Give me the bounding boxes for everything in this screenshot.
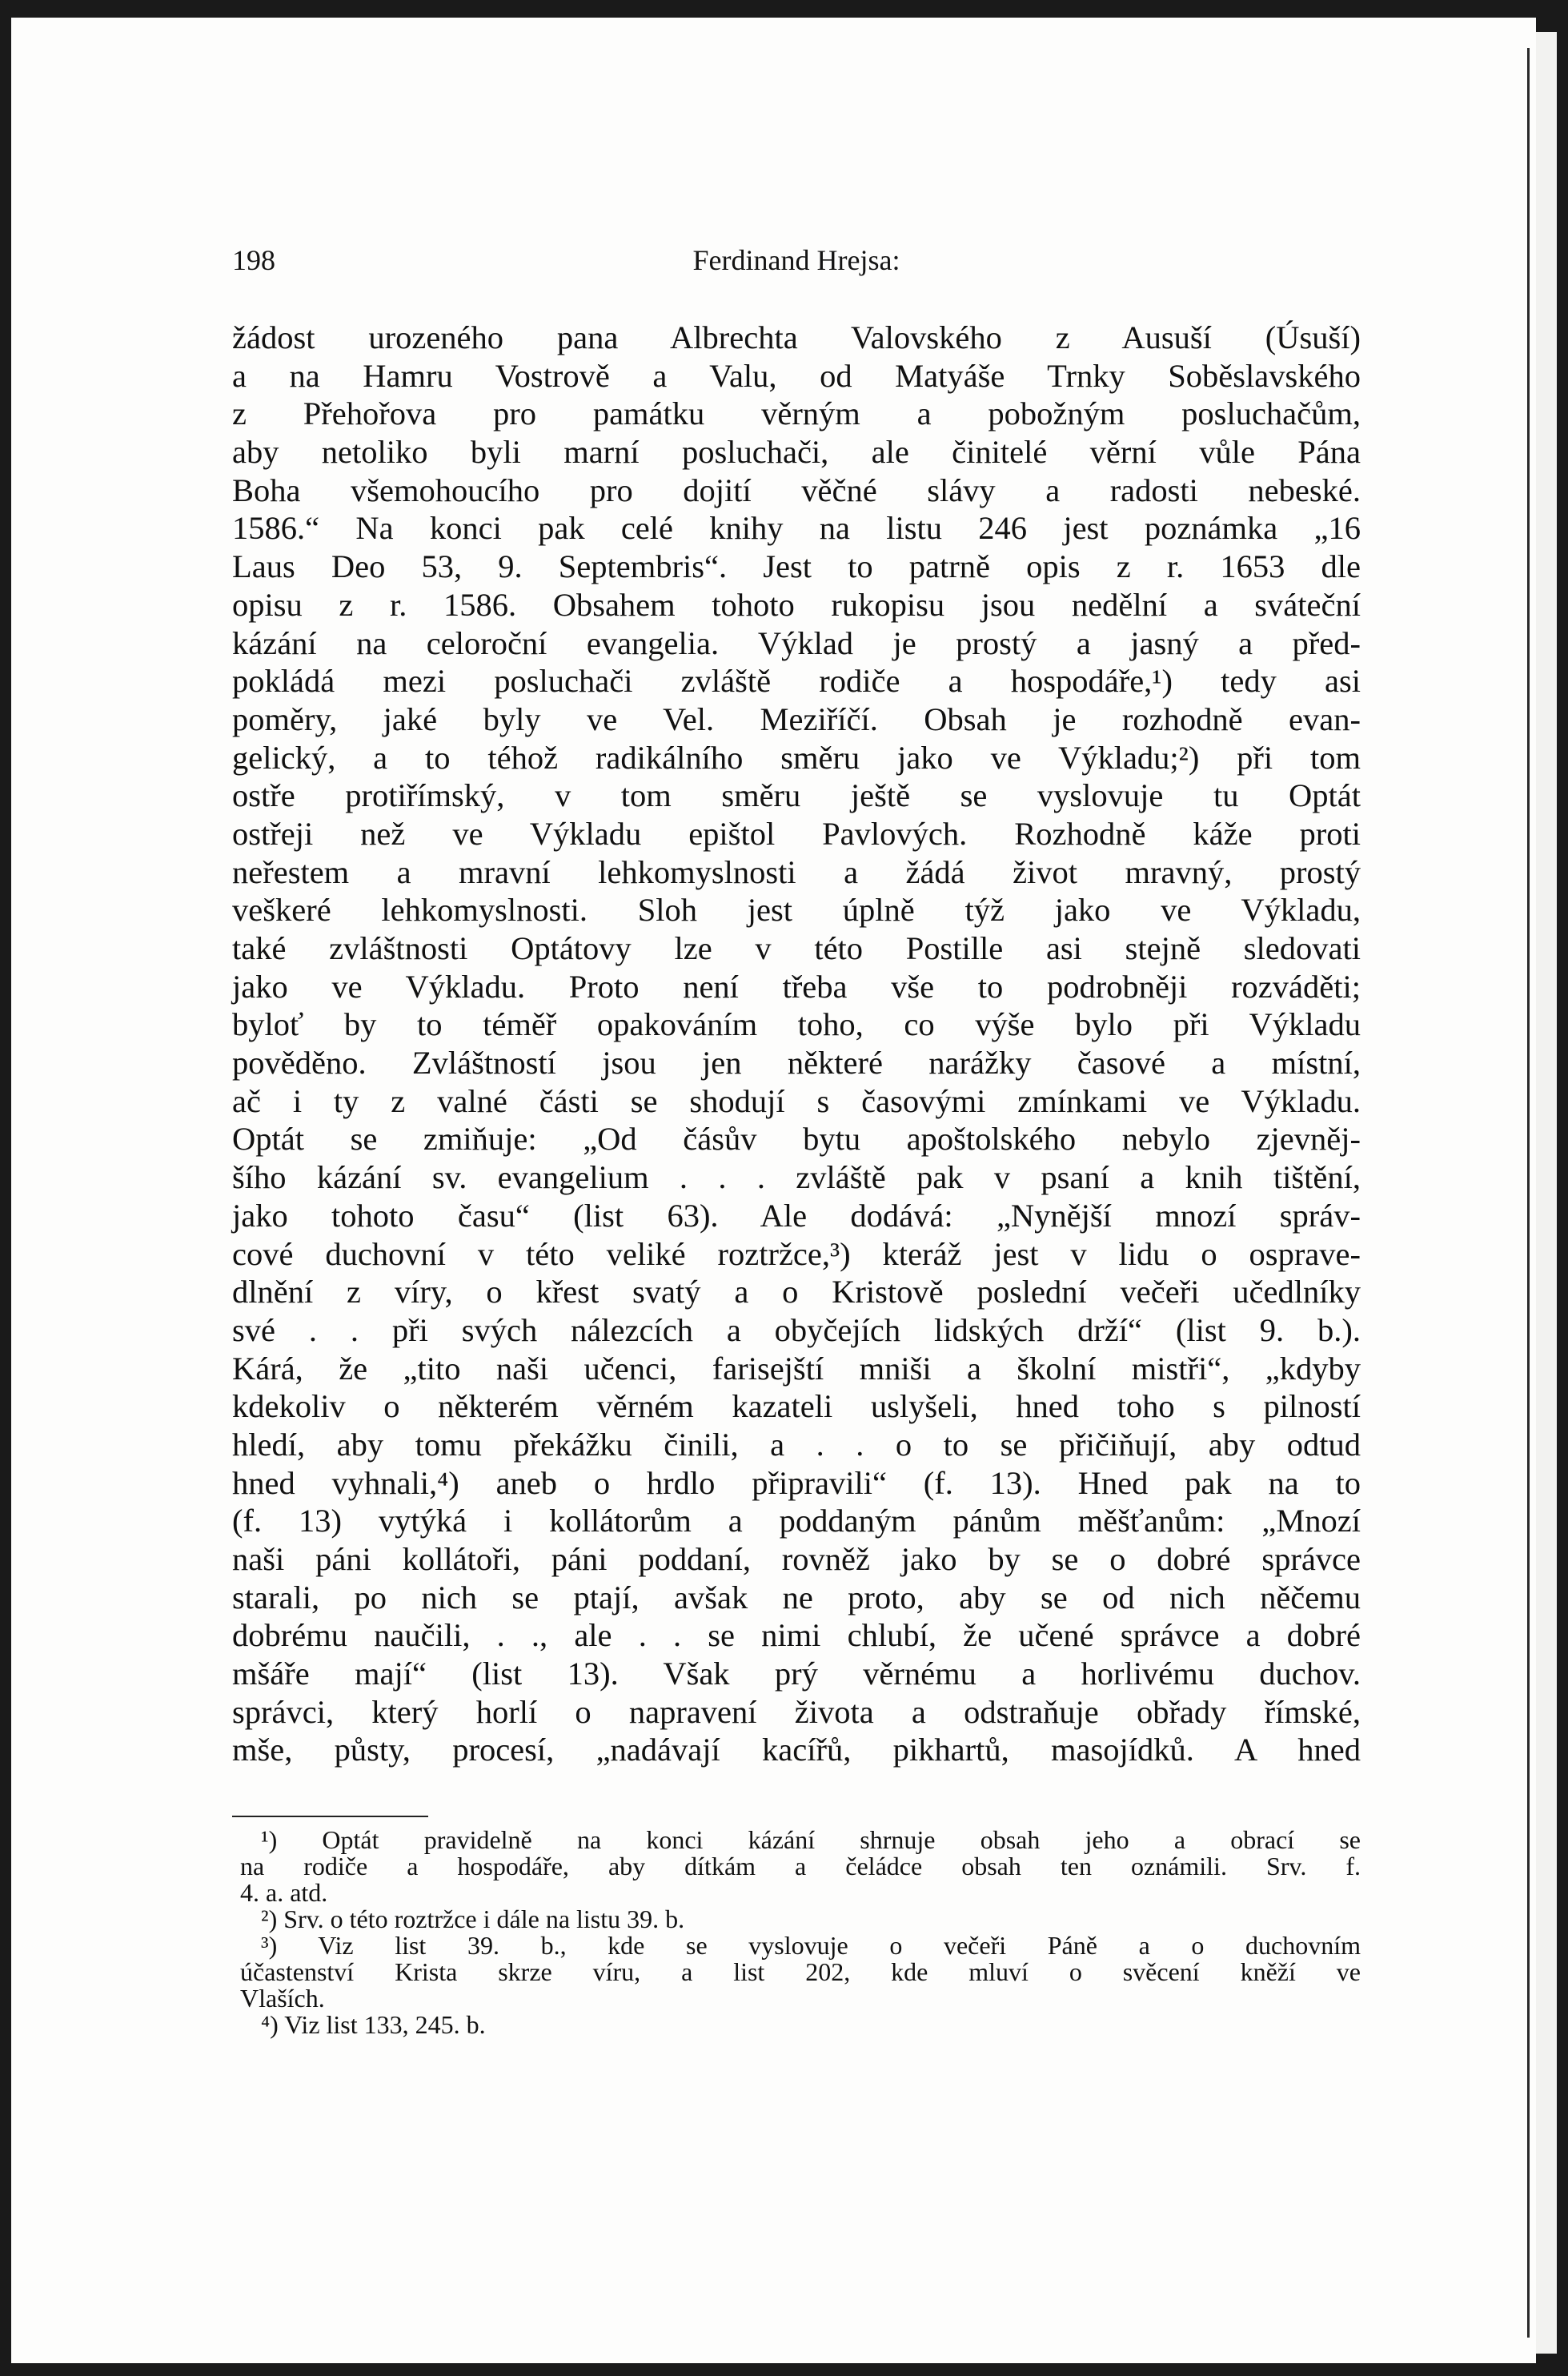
body-line: také zvláštnosti Optátovy lze v této Postille asi stejně sledovati [232,930,1361,966]
footnote-line: ³) Viz list 39. b., kde se vyslovuje o večeři Páně a o duchovním [261,1931,1361,1960]
footnotes [240,1827,1361,2038]
body-line: hned vyhnali,⁴) aneb o hrdlo připravili“ (f. 13). Hned pak na to [232,1464,1361,1501]
body-line: gelický, a to téhož radikálního směru jako ve Výkladu;²) při tom [232,739,1361,776]
body-line: jako ve Výkladu. Proto není třeba vše to podrobněji rozváděti; [232,968,1361,1005]
body-line: své . . při svých nálezcích a obyčejích lidských drží“ (list 9. b.). [232,1311,1361,1348]
footnote-line: účastenství Krista skrze víru, a list 202, kde mluví o svěcení kněží ve [240,1957,1361,1986]
body-text [232,319,1361,1769]
page-number: 198 [232,244,275,276]
body-line: Kárá, že „tito naši učenci, farisejští mniši a školní mistři“, „kdyby [232,1350,1361,1387]
body-line: opisu z r. 1586. Obsahem tohoto rukopisu jsou nedělní a sváteční [232,586,1361,623]
body-line: byloť by to téměř opakováním toho, co výše bylo při Výkladu [232,1006,1361,1043]
body-line: poměry, jaké byly ve Vel. Meziříčí. Obsah je rozhodně evan- [232,700,1361,737]
body-line: pověděno. Zvláštností jsou jen některé narážky časové a místní, [232,1045,1361,1082]
body-line: mšáře mají“ (list 13). Však prý věrnému a horlivému duchov. [232,1656,1361,1692]
body-line: naši páni kollátoři, páni poddaní, rovněž jako by se o dobré správce [232,1541,1361,1577]
body-line: kdekoliv o některém věrném kazateli uslyšeli, hned toho s pilností [232,1388,1361,1425]
body-line: jako tohoto času“ (list 63). Ale dodává: „Nynější mnozí správ- [232,1197,1361,1234]
running-head: Ferdinand Hrejsa: [692,244,900,276]
body-line: ač i ty z valné části se shodují s časovými zmínkami ve Výkladu. [232,1082,1361,1119]
body-line: pokládá mezi posluchači zvláště rodiče a hospodáře,¹) tedy asi [232,663,1361,700]
body-line: hledí, aby tomu překážku činili, a . . o to se přičiňují, aby odtud [232,1426,1361,1463]
footnote-line: Vlaších. [240,1984,325,2013]
body-line: kázání na celoroční evangelia. Výklad je prostý a jasný a před- [232,624,1361,661]
body-line: ostřeji než ve Výkladu epištol Pavlových. Rozhodně káže proti [232,815,1361,852]
body-line: Laus Deo 53, 9. Septembris“. Jest to patrně opis z r. 1653 dle [232,548,1361,585]
footnote-line: ²) Srv. o této roztržce i dále na listu 39. b. [261,1904,685,1933]
body-line: Optát se zmiňuje: „Od čásův bytu apoštolského nebylo zjevněj- [232,1121,1361,1158]
footnote-line: 4. a. atd. [240,1878,328,1907]
body-line: cové duchovní v této veliké roztržce,³) kteráž jest v lidu o osprave- [232,1235,1361,1272]
footnote-line: na rodiče a hospodáře, aby dítkám a čeládce obsah ten oznámili. Srv. f. [240,1852,1361,1880]
body-line: (f. 13) vytýká i kollátorům a poddaným pánům měšťanům: „Mnozí [232,1503,1361,1539]
body-line: šího kázání sv. evangelium . . . zvláště pak v psaní a knih tištění, [232,1159,1361,1196]
footnote-separator [232,1816,428,1817]
body-line: dobrému naučili, . ., ale . . se nimi chlubí, že učené správce a dobré [232,1617,1361,1654]
body-line: dlnění z víry, o křest svatý a o Kristově poslední večeři učedlníky [232,1274,1361,1310]
body-line: 1586.“ Na konci pak celé knihy na listu 246 jest poznámka „16 [232,510,1361,547]
page-edge [1536,32,1557,2354]
body-line: z Přehořova pro památku věrným a pobožným posluchačům, [232,395,1361,432]
body-line: ostře protiřímský, v tom směru ještě se vyslovuje tu Optát [232,777,1361,814]
body-line: správci, který horlí o napravení života a odstraňuje obřady římské, [232,1693,1361,1730]
body-line: starali, po nich se ptají, avšak ne proto, aby se od nich něčemu [232,1579,1361,1615]
body-line: neřestem a mravní lehkomyslnosti a žádá život mravný, prostý [232,853,1361,890]
page-edge-shadow [1527,48,1530,2338]
body-line: veškeré lehkomyslnosti. Sloh jest úplně týž jako ve Výkladu, [232,892,1361,929]
page-header [232,243,1361,282]
body-line: a na Hamru Vostrově a Valu, od Matyáše Trnky Soběslavského [232,357,1361,394]
body-line: žádost urozeného pana Albrechta Valovského z Ausuší (Úsuší) [232,319,1361,355]
body-line: Boha všemohoucího pro dojití věčné slávy a radosti nebeské. [232,472,1361,508]
footnote-line: ¹) Optát pravidelně na konci kázání shrnuje obsah jeho a obrací se [261,1825,1361,1854]
body-line: mše, půsty, procesí, „nadávají kacířů, pikhartů, masojídků. A hned [232,1732,1361,1768]
body-line: aby netoliko byli marní posluchači, ale činitelé věrní vůle Pána [232,434,1361,471]
footnote-line: ⁴) Viz list 133, 245. b. [261,2010,486,2039]
